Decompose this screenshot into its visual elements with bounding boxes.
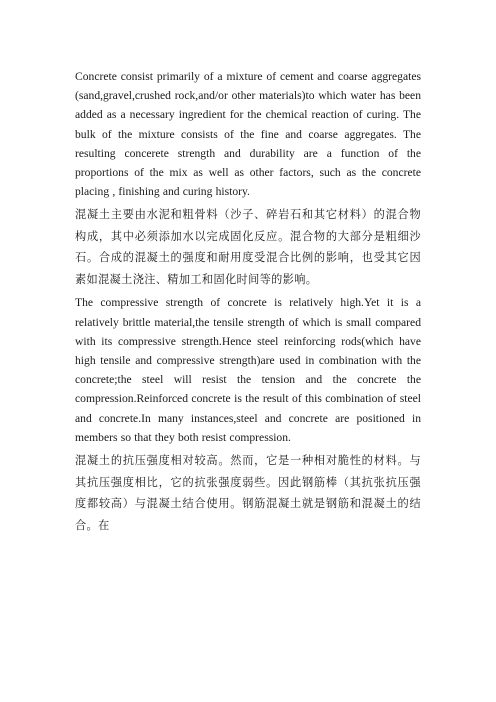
paragraph-english-1: Concrete consist primarily of a mixture of cement and coarse aggregates (sand,gravel,crushed rock,and/or other materials)to which water has been added as a necessary ingredient for the chemical reaction of curing. The bulk of the mixture consists of the fine and coarse aggregates. The resulting concerete strength and durability are a function of the proportions of the mix as well as other factors, such as the concrete placing , finishing and curing history.	[75, 70, 421, 199]
paragraph-english-2: The compressive strength of concrete is relatively high.Yet it is a relatively brittle material,the tensile strength of which is small compared with its compressive strength.Hence steel reinforcing rods(which have high tensile and compressive strength)are used in combination with the concrete;the steel will resist the tension and the concrete the compression.Reinforced concrete is the result of this combination of steel and concrete.In many instances,steel and concrete are positioned in members so that they both resist compression.	[75, 296, 421, 444]
paragraph-chinese-1: 混凝土主要由水泥和粗骨料（沙子、碎岩石和其它材料）的混合物构成，其中必须添加水以完成固化反应。混合物的大部分是粗细沙石。合成的混凝土的强度和耐用度受混合比例的影响，也受其它因素如混凝土浇注、精加工和固化时间等的影响。	[75, 208, 421, 286]
document-body	[75, 67, 421, 536]
paragraph-chinese-2: 混凝土的抗压强度相对较高。然而，它是一种相对脆性的材料。与其抗压强度相比，它的抗张强度弱些。因此钢筋棒（其抗张抗压强度都较高）与混凝土结合使用。钢筋混凝土就是钢筋和混凝土的结合。在	[75, 454, 421, 532]
